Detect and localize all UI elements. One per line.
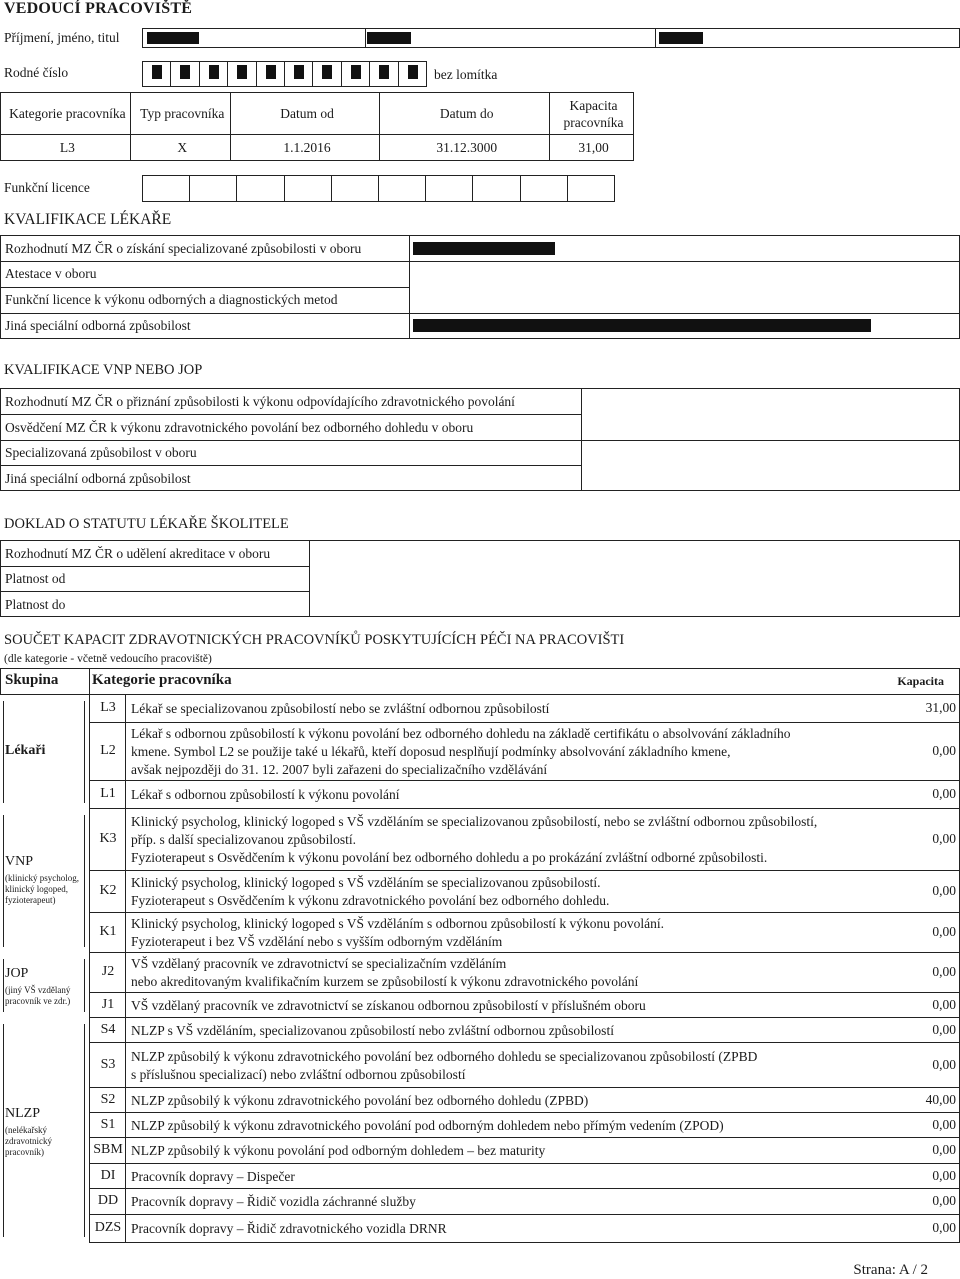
section-title-physician: KVALIFIKACE LÉKAŘE [4, 211, 172, 228]
cell-capacity: 31,00 [550, 135, 634, 161]
rc-digit-cell [171, 62, 199, 86]
redaction [379, 65, 389, 79]
category-description [131, 813, 891, 867]
summary-row [89, 953, 960, 993]
category-capacity-value: 40,00 [925, 1091, 956, 1107]
category-description [131, 874, 891, 910]
group-title: NLZP [5, 1106, 40, 1121]
description-line: Lékař s odbornou způsobilostí k výkonu povolání bez odborného dohledu na základě certifikátu o absolvování základního [131, 726, 791, 741]
rc-digit-cell [228, 62, 256, 86]
group-subtitle: (jiný VŠ vzdělaný pracovník ve zdr.) [5, 985, 71, 1006]
summary-row [89, 1088, 960, 1113]
worker-table [0, 92, 634, 161]
cell-date-to: 31.12.3000 [380, 135, 550, 161]
description-line: Pracovník dopravy – Řidič zdravotnického vozidla DRNR [131, 1221, 447, 1236]
redaction [351, 65, 361, 79]
category-description [131, 997, 891, 1015]
category-capacity-value: 0,00 [932, 1116, 956, 1132]
category-code: SBM [93, 1142, 123, 1157]
category-capacity-value: 0,00 [932, 883, 956, 898]
category-description [131, 700, 891, 718]
functional-licence-cell [426, 176, 473, 201]
category-capacity-value: 0,00 [932, 964, 956, 979]
name-field[interactable] [142, 28, 960, 48]
category-capacity-value: 0,00 [932, 1193, 956, 1208]
category-capacity-value: 0,00 [932, 743, 956, 758]
header-date-from: Datum od [230, 93, 380, 135]
vnp-qualification-table [0, 388, 960, 491]
category-capacity-value: 0,00 [932, 924, 956, 939]
group-subtitle: (nelékařský zdravotnický pracovník) [5, 1125, 52, 1157]
header-date-to: Datum do [380, 93, 550, 135]
category-capacity-value: 0,00 [932, 1056, 956, 1072]
redaction [209, 65, 219, 79]
category-capacity-value: 0,00 [932, 1142, 956, 1157]
redaction [659, 32, 703, 44]
description-line: Lékař s odbornou způsobilostí k výkonu povolání [131, 787, 400, 802]
category-code: DI [100, 1167, 116, 1183]
rc-digit-cell [342, 62, 370, 86]
redaction [237, 65, 247, 79]
functional-licence-cell [190, 176, 237, 201]
summary-row [89, 809, 960, 871]
description-line: příp. s další specializovanou způsobilostí. [131, 832, 356, 847]
rc-field[interactable] [142, 61, 427, 87]
section-title-trainer: DOKLAD O STATUTU LÉKAŘE ŠKOLITELE [4, 516, 289, 532]
functional-licence-cell [473, 176, 520, 201]
category-description [131, 1142, 891, 1160]
row-label: Funkční licence k výkonu odborných a diagnostických metod [5, 292, 338, 307]
physician-qualification-table [0, 235, 960, 339]
category-description [131, 955, 891, 991]
name-label: Příjmení, jméno, titul [4, 30, 120, 45]
row-label: Jiná speciální odborná způsobilost [5, 471, 191, 486]
category-code: L2 [100, 743, 116, 758]
functional-licence-cell [143, 176, 190, 201]
summary-row [89, 1138, 960, 1164]
functional-licence-cell [332, 176, 379, 201]
functional-licence-cell [285, 176, 332, 201]
description-line: Lékař se specializovanou způsobilostí nebo se zvláštní odbornou způsobilostí [131, 701, 550, 716]
category-code: K3 [99, 831, 117, 846]
rc-digit-cell [285, 62, 313, 86]
section-title-sum: SOUČET KAPACIT ZDRAVOTNICKÝCH PRACOVNÍKŮ POSKYTUJÍCÍCH PÉČI NA PRACOVIŠTI [4, 632, 625, 648]
category-description [131, 1092, 891, 1110]
redaction [408, 65, 418, 79]
category-description [131, 1117, 891, 1135]
category-code: S4 [100, 1021, 116, 1037]
trainer-table [0, 540, 960, 617]
category-capacity-value: 0,00 [932, 786, 956, 801]
category-capacity-value: 0,00 [932, 831, 956, 846]
row-label: Atestace v oboru [5, 266, 97, 281]
row-label: Platnost od [5, 571, 66, 586]
row-label: Specializovaná způsobilost v oboru [5, 445, 197, 460]
description-line: kmene. Symbol L2 se použije také u lékařů, kteří doposud nesplňují podmínky absolvování základního kmene, [131, 744, 731, 759]
redaction [413, 242, 555, 255]
row-label: Rozhodnutí MZ ČR o přiznání způsobilosti k výkonu odpovídajícího zdravotnického povolání [5, 394, 515, 409]
cell-type: X [130, 135, 230, 161]
description-line: NLZP způsobilý k výkonu zdravotnického povolání pod odborným dohledem nebo přímým vedením (ZPOD) [131, 1117, 724, 1133]
redaction [147, 32, 199, 44]
functional-licence-cell [379, 176, 426, 201]
summary-row [89, 1215, 960, 1243]
rc-digit-cell [313, 62, 341, 86]
category-description [131, 1220, 891, 1238]
redaction [152, 65, 162, 79]
category-code: S3 [100, 1056, 116, 1072]
rc-digit-cell [257, 62, 285, 86]
summary-row [89, 913, 960, 953]
row-label: Rozhodnutí MZ ČR o získání specializované způsobilosti v oboru [5, 241, 362, 256]
category-code: J1 [101, 996, 115, 1012]
rc-digit-cell [143, 62, 171, 86]
col-header-category: Kategorie pracovníka [92, 672, 232, 688]
summary-row [89, 871, 960, 913]
header-category: Kategorie pracovníka [1, 93, 131, 135]
redaction [294, 65, 304, 79]
summary-row [89, 781, 960, 809]
page-number: Strana: A / 2 [853, 1262, 928, 1278]
category-capacity-value: 0,00 [932, 996, 956, 1012]
category-description [131, 915, 891, 951]
cell-category: L3 [1, 135, 131, 161]
rc-label: Rodné číslo [4, 65, 69, 80]
section-subtitle-sum: (dle kategorie - včetně vedoucího pracoviště) [4, 653, 212, 665]
functional-licence-cell [237, 176, 284, 201]
redaction [322, 65, 332, 79]
header-type: Typ pracovníka [130, 93, 230, 135]
row-label: Platnost do [5, 597, 66, 612]
redaction [266, 65, 276, 79]
description-line: NLZP s VŠ vzděláním, specializovanou způsobilostí nebo zvláštní odbornou způsobilostí [131, 1022, 614, 1038]
category-description [131, 725, 891, 779]
col-header-capacity: Kapacita [897, 674, 944, 688]
redaction [413, 319, 871, 332]
category-code: S1 [100, 1116, 116, 1132]
col-header-group: Skupina [5, 672, 59, 688]
category-capacity-value: 0,00 [932, 1167, 956, 1183]
description-line: Fyzioterapeut s Osvědčením k výkonu povolání bez odborného dohledu a po prokázání zvláštní odborné způsobilosti. [131, 850, 768, 865]
category-code: DZS [94, 1220, 122, 1235]
category-code: DD [97, 1193, 119, 1208]
category-description [131, 1048, 891, 1084]
row-label: Jiná speciální odborná způsobilost [5, 318, 191, 333]
rc-digit-cell [370, 62, 398, 86]
rc-digit-cell [200, 62, 228, 86]
description-line: Klinický psycholog, klinický logoped s VŠ vzděláním se specializovanou způsobilostí, nebo se zvláštní odbornou způsobilostí, [131, 814, 818, 829]
summary-table [0, 668, 960, 1248]
summary-row [89, 1018, 960, 1043]
summary-row [89, 1189, 960, 1215]
description-line: Fyzioterapeut i bez VŠ vzdělání nebo s vyšším odborným vzděláním [131, 934, 503, 949]
category-capacity-value: 31,00 [925, 700, 956, 715]
summary-row [89, 1164, 960, 1189]
category-code: L1 [100, 786, 116, 801]
description-line: avšak nejpozději do 31. 12. 2007 byli zařazeni do specializačního vzdělávání [131, 762, 548, 777]
cell-date-from: 1.1.2016 [230, 135, 380, 161]
row-label: Osvědčení MZ ČR k výkonu zdravotnického povolání bez odborného dohledu v oboru [5, 420, 474, 435]
row-label: Rozhodnutí MZ ČR o udělení akreditace v oboru [5, 546, 271, 561]
category-capacity-value: 0,00 [932, 1220, 956, 1235]
group-subtitle: (klinický psycholog, klinický logoped, fyzioterapeut) [5, 873, 79, 905]
category-code: K2 [99, 883, 117, 898]
description-line: Klinický psycholog, klinický logoped s VŠ vzděláním s odbornou způsobilostí k výkonu povolání. [131, 916, 664, 931]
functional-licence-cell [521, 176, 568, 201]
description-line: NLZP způsobilý k výkonu povolání pod odborným dohledem – bez maturity [131, 1143, 546, 1158]
description-line: VŠ vzdělaný pracovník ve zdravotnictví se získanou odbornou způsobilostí v příslušném oboru [131, 997, 646, 1013]
redaction [367, 32, 411, 44]
description-line: Fyzioterapeut s Osvědčením k výkonu zdravotnického povolání bez odborného dohledu. [131, 893, 610, 908]
category-code: J2 [101, 964, 115, 979]
summary-row [89, 723, 960, 781]
rc-digit-cell [399, 62, 426, 86]
group-title: Lékaři [5, 743, 46, 758]
category-description [131, 1168, 891, 1186]
summary-row [89, 993, 960, 1018]
description-line: NLZP způsobilý k výkonu zdravotnického povolání bez odborného dohledu (ZPBD) [131, 1092, 589, 1108]
category-description [131, 1022, 891, 1040]
description-line: VŠ vzdělaný pracovník ve zdravotnictví se specializačním vzděláním [131, 956, 507, 971]
rc-note: bez lomítka [434, 67, 498, 82]
description-line: Pracovník dopravy – Dispečer [131, 1168, 295, 1184]
description-line: Pracovník dopravy – Řidič vozidla záchranné služby [131, 1194, 416, 1209]
category-description [131, 1193, 891, 1211]
category-code: S2 [100, 1091, 116, 1107]
redaction [180, 65, 190, 79]
description-line: s příslušnou specializací) nebo zvláštní odbornou způsobilostí [131, 1066, 466, 1082]
category-code: L3 [100, 700, 116, 715]
page-title: VEDOUCÍ PRACOVIŠTĚ [4, 0, 193, 17]
category-description [131, 786, 891, 804]
section-title-vnp: KVALIFIKACE VNP NEBO JOP [4, 362, 203, 378]
description-line: nebo akreditovaným kvalifikačním kurzem se způsobilostí k výkonu zdravotnického povolání [131, 974, 639, 989]
group-title: VNP [5, 854, 34, 869]
functional-licence-field[interactable] [142, 175, 615, 202]
description-line: NLZP způsobilý k výkonu zdravotnického povolání bez odborného dohledu se specializovanou způsobilostí (ZPBD [131, 1048, 758, 1064]
functional-licence-cell [568, 176, 614, 201]
category-capacity-value: 0,00 [932, 1021, 956, 1037]
group-title: JOP [5, 966, 29, 981]
summary-row [89, 1043, 960, 1088]
summary-row [89, 695, 960, 723]
description-line: Klinický psycholog, klinický logoped s VŠ vzděláním se specializovanou způsobilostí. [131, 875, 601, 890]
header-capacity: Kapacita pracovníka [550, 93, 634, 135]
summary-row [89, 1113, 960, 1138]
category-code: K1 [99, 924, 117, 939]
functional-licence-label: Funkční licence [4, 180, 90, 195]
